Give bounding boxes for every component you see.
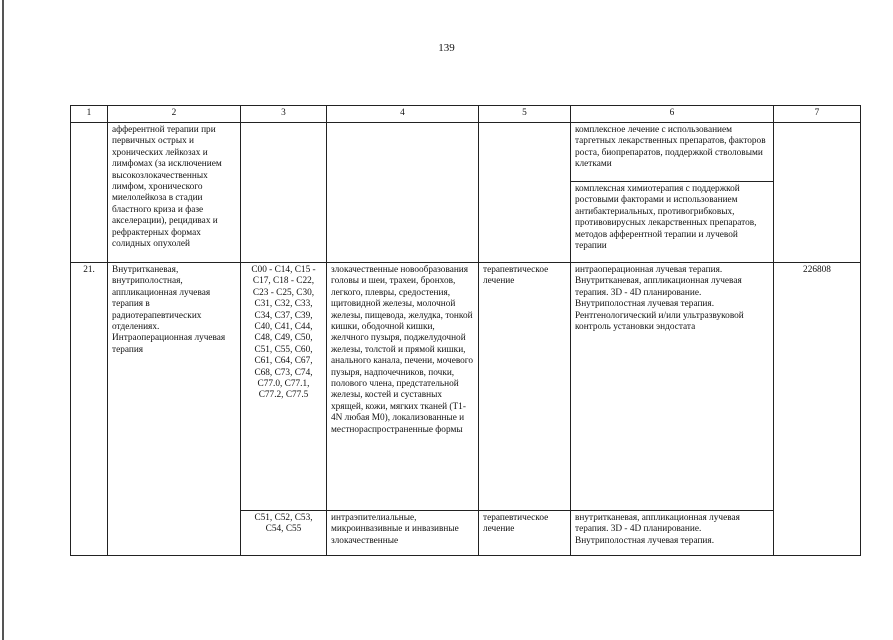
header-cell-4: 4 bbox=[327, 106, 479, 123]
row21-method-cell-a: интраоперационная лучевая терапия. Внутритканевая, аппликационная лучевая терапия. 3D - 4D планирование. Внутриполостная лучевая терапия. Рентгенологический и/или ультразвуковой контроль установки эндостата bbox=[571, 263, 774, 511]
header-cell-1: 1 bbox=[71, 106, 108, 123]
row21-cost-cell: 226808 bbox=[774, 263, 861, 556]
table-row-continued bbox=[71, 123, 861, 182]
cont-method-cell-b: комплексная химиотерапия с поддержкой ростовыми факторами и использованием антибактериальных, противогрибковых, противовирусных лекарственных препаратов, методов афферентной терапии и лучевой терапии bbox=[571, 182, 774, 263]
row21-model-cell-a: злокачественные новообразования головы и шеи, трахеи, бронхов, легкого, плевры, средостения, щитовидной железы, молочной железы, пищевода, желудка, тонкой кишки, ободочной кишки, желчного пузыря, поджелудочной железы, толстой и прямой кишки, анального канала, печени, мочевого пузыря, надпочечников, почки, полового члена, предстательной железы, костей и суставных хрящей, кожи, мягких тканей (T1-4N любая M0), локализованные и местнораспространенные формы bbox=[327, 263, 479, 511]
cont-method-cell-a: комплексное лечение с использованием таргетных лекарственных препаратов, факторов роста, биопрепаратов, поддержкой стволовыми клетками bbox=[571, 123, 774, 182]
cont-codes-cell bbox=[241, 123, 327, 263]
cont-num-cell bbox=[71, 123, 108, 263]
row21-codes-cell-a: С00 - С14, С15 - С17, С18 - С22, С23 - С25, С30, С31, С32, С33, С34, С37, С39, С40, С41, С44, С48, С49, С50, С51, С55, С60, С61, С64, С67, С68, С73, С74, С77.0, С77.1, С77.2, С77.5 bbox=[241, 263, 327, 511]
table-row-21 bbox=[71, 263, 861, 511]
row21-model-cell-b: интраэпителиальные, микроинвазивные и инвазивные злокачественные bbox=[327, 511, 479, 556]
row21-method-cell-b: внутритканевая, аппликационная лучевая терапия. 3D - 4D планирование. Внутриполостная лучевая терапия. bbox=[571, 511, 774, 556]
page-number: 139 bbox=[438, 42, 455, 54]
scan-edge-line bbox=[2, 0, 4, 640]
cont-cost-cell bbox=[774, 123, 861, 263]
header-cell-6: 6 bbox=[571, 106, 774, 123]
cont-name-cell: афферентной терапии при первичных острых и хронических лейкозах и лимфомах (за исключением высокозлокачественных лимфом, хронического миелолейкоза в стадии бластного криза и фазе акселерации), рецидивах и рефрактерных формах солидных опухолей bbox=[108, 123, 241, 263]
cont-model-cell bbox=[327, 123, 479, 263]
row21-type-cell-a: терапевтическое лечение bbox=[479, 263, 571, 511]
row21-type-cell-b: терапевтическое лечение bbox=[479, 511, 571, 556]
header-cell-7: 7 bbox=[774, 106, 861, 123]
header-cell-5: 5 bbox=[479, 106, 571, 123]
header-cell-2: 2 bbox=[108, 106, 241, 123]
medical-care-table bbox=[70, 105, 861, 556]
cont-type-cell bbox=[479, 123, 571, 263]
table-header-row bbox=[71, 106, 861, 123]
header-cell-3: 3 bbox=[241, 106, 327, 123]
row21-name-cell: Внутритканевая, внутриполостная, аппликационная лучевая терапия в радиотерапевтических отделениях. Интраоперационная лучевая терапия bbox=[108, 263, 241, 556]
row21-num-cell: 21. bbox=[71, 263, 108, 556]
row21-codes-cell-b: С51, С52, С53, С54, С55 bbox=[241, 511, 327, 556]
